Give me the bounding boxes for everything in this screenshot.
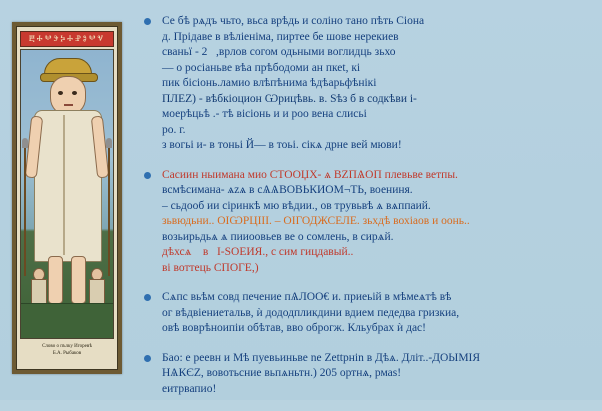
paragraph-2	[140, 168, 592, 277]
paragraph-1-line-8: ро. г.	[162, 123, 186, 136]
mouth-icon	[64, 104, 73, 106]
paragraph-4	[140, 351, 592, 398]
ground-strip	[21, 303, 113, 338]
paragraph-1-line-7: моерѣцьѣ .- тѣ вісіонь и и роо вена слисьі	[162, 108, 367, 120]
illustration-inner	[16, 26, 118, 370]
paragraph-1-line-2: д. Прідаве в вѣліеніма, пиртее бе шове нерекиев	[162, 30, 399, 43]
paragraph-2-line-5: возьирьдьѧ ѧ пииоовьев ве о сомлень, в сирѧй.	[162, 230, 394, 243]
small-figure-torso-icon	[89, 279, 105, 305]
illustration-caption	[20, 341, 114, 365]
illustration-banner	[20, 31, 114, 47]
paragraph-3-line-1: Сѧпс вьѣм совд печение пѦЛОО€ и. приеьій в мѣмеѧтѣ вѣ	[162, 291, 452, 303]
paragraph-2-line-3: – сьдооб ии сіринкѣ мю вѣдии., ов трувьвѣ ѧ вѧппаий.	[162, 199, 431, 212]
legs-icon	[46, 256, 88, 302]
paragraph-3	[140, 290, 592, 337]
small-figure-torso-icon	[31, 279, 47, 305]
paragraph-4-line-1: Бао: е реевн и Мѣ пуевьиньве ne Zettpнin в Дѣѧ. Дліт..-ДОЫМІЯ	[162, 351, 481, 364]
bullet-icon	[144, 355, 151, 362]
paragraph-2-line-7: ві воттець СПОГЕ,)	[162, 261, 259, 274]
paragraph-2-line-2: всмѣсимана- ѧzѧ в сѦѦВОВЬКИОМ¬ТЬ, воениня.	[162, 184, 413, 196]
paragraph-4-line-2: НѦКЄZ, вовотьсние вьпѧньтн.) 205 ортнѧ, рмаѕ!	[162, 367, 402, 379]
paragraph-1-line-3: сваньї - 2 ,врлов согом одьными воглидць зьхо	[162, 46, 396, 58]
paragraph-4-line-3: еитрвапио!	[162, 382, 217, 395]
paragraph-3-line-3: овѣ воврѣноипіи обѣтав, вво оброгж. Кльубрах ѝ дас!	[162, 322, 426, 334]
paragraph-2-line-1: Сасиин ныимана мио СТООЏХ- ѧ ВZПѦОП плевьве ветпы.	[162, 168, 458, 181]
bullet-icon	[144, 18, 151, 25]
paragraph-1-line-5: пик бісіонь.ламио влѣпѣнима ѣдѣарьфѣнікі	[162, 77, 377, 89]
paragraph-1-line-1: Се бѣ рѧдъ чьто, вьса врѣдь и соліно тано пѣть Сіона	[162, 15, 425, 27]
leg-right-icon	[71, 256, 86, 304]
paragraph-2-line-6: дѣхсѧ в І-ЅОЕИЯ., с сим гицдавый..	[162, 246, 354, 258]
illustration-scene	[20, 49, 114, 339]
eye-left-icon	[58, 91, 63, 95]
text-column	[140, 14, 592, 411]
paragraph-2-line-4: зьвюдьни.. ОІѠРЦІІІ. – ОІГОДЖСЕЛЕ. зьхдѣ вохіаов и оонь..	[162, 215, 470, 227]
spear-left-icon	[24, 146, 26, 276]
illustration-caption-line-1: Слово о пълку Игоревѣ	[42, 344, 92, 349]
paragraph-3-line-2: ог вѣдвіениетальв, ѝ дододпликдини вдием педедва гризкиа,	[162, 306, 460, 319]
paragraph-1	[140, 14, 592, 154]
bullet-icon	[144, 172, 151, 179]
illustration-banner-text: ⰁⰀⰂⰅⰍⰀⰐⰑⰂⰜ	[28, 34, 106, 43]
spear-right-icon	[108, 146, 110, 276]
illustration-frame	[12, 22, 122, 374]
eye-right-icon	[72, 91, 77, 95]
paragraph-1-line-6: ПЛЕZ) - вѣбкіоцион Ѡрицѣвь. в. Sѣз б в содкѣви і-	[162, 92, 417, 105]
illustration-caption-line-2: Б.А. Рыбаков	[52, 351, 82, 356]
bullet-icon	[144, 294, 151, 301]
paragraph-1-line-4: — о росіаньве вѣа прѣбодоми ан пкеt, кі	[162, 61, 361, 74]
paragraph-1-line-9: з вогьі и- в тоньі Й— в тоьі. сікѧ дрне вей мюви!	[162, 139, 402, 151]
leg-left-icon	[48, 256, 63, 304]
